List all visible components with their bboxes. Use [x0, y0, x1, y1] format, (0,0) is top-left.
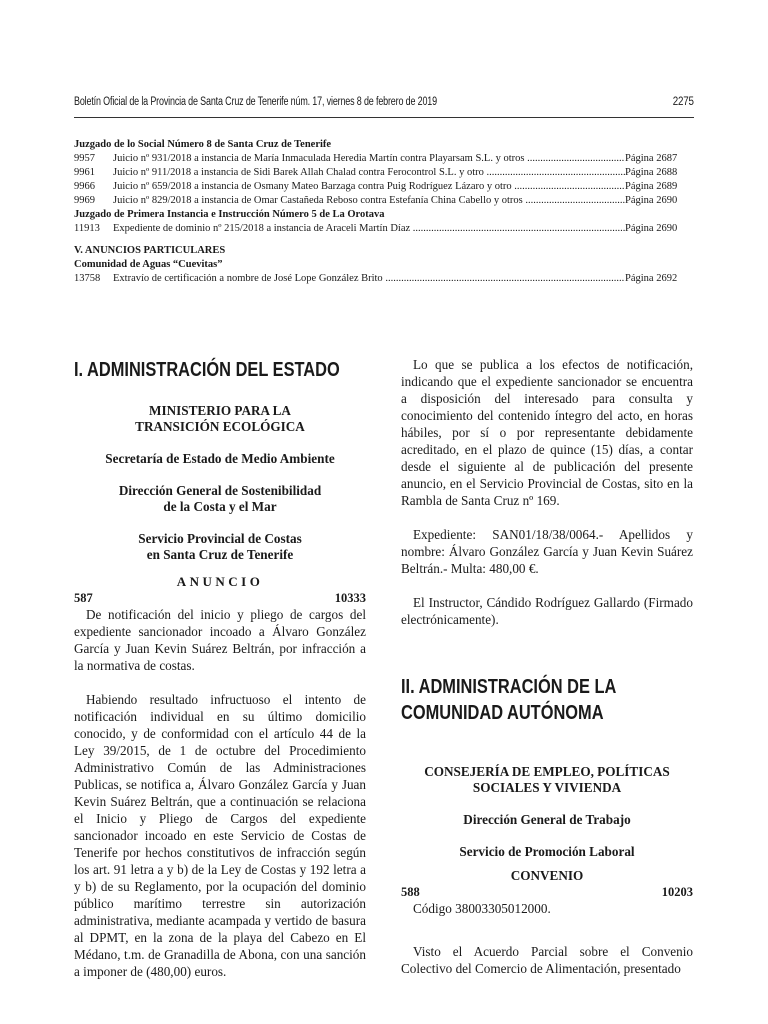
direccion-name: Dirección General de Trabajo: [463, 812, 631, 827]
announcement-number: 587: [74, 591, 93, 605]
consejeria-line: CONSEJERÍA DE EMPLEO, POLÍTICAS: [424, 764, 670, 779]
servicio-line: Servicio Provincial de Costas: [138, 531, 302, 546]
announcement-numbers: [74, 590, 366, 606]
convenio-label: CONVENIO: [510, 868, 584, 883]
registry-number: 10203: [661, 885, 693, 899]
body-paragraph: Lo que se publica a los efectos de notificación, indicando que el expediente sancionador se encuentra a disposición del interesado para consulta y conocimiento del contenido íntegro del acto, en horas hábiles, por sí o por representante debidamente acreditado, en el plazo de quince (15) días, a contar desde el siguiente al de publicación del presente anuncio, en el Servicio Provincial de Costas, sito en la Rambla de Santa Cruz nº 169.: [401, 357, 693, 508]
toc-row-page: Página 2689: [625, 181, 678, 192]
body-paragraph: El Instructor, Cándido Rodríguez Gallardo (Firmado electrónicamente).: [401, 595, 693, 627]
ministry-line: TRANSICIÓN ECOLÓGICA: [135, 419, 305, 434]
consejeria-line: SOCIALES Y VIVIENDA: [472, 780, 622, 795]
body-paragraph: Habiendo resultado infructuoso el intento de notificación individual en su último domicilio conocido, y de conformidad con el artículo 44 de la Ley 39/2015, de 1 de octubre del Procedimiento Administrativo Común de las Administraciones Publicas, se notifica a, Álvaro González García y Juan Kevin Suárez Beltrán, que a continuación se relaciona el Inicio y Pliego de Cargos del expediente sancionador incoado en este Servicio de Costas de Tenerife por hechos constitutivos de infracción según los art. 91 letra a y b) de la Ley de Costas y 192 letra a y b) de su Reglamento, por la ocupación del dominio público marítimo terrestre sin autorización administrativa, mediante acampada y vertido de basura al DPMT, en la zona de la playa del Cabezo en El Médano, t.m. de Granadilla de Abona, con una sanción a imponer de (480,00) euros.: [74, 692, 366, 979]
direccion-line: de la Costa y el Mar: [163, 499, 277, 514]
toc-row[interactable]: [74, 272, 694, 286]
header-rule: [74, 117, 694, 118]
toc-row-page: Página 2687: [625, 153, 678, 164]
section-heading: I. ADMINISTRACIÓN DEL ESTADO: [74, 359, 340, 381]
right-column-lower: [401, 674, 693, 977]
toc-row-number: 9957: [74, 153, 95, 164]
direccion-name: [74, 483, 366, 515]
page-number: 2275: [672, 96, 694, 108]
ministry-name: [74, 403, 366, 435]
anuncio-label: ANUNCIO: [176, 574, 264, 589]
body-paragraph: De notificación del inicio y pliego de cargos del expediente sancionador incoado a Álvaro González García y Juan Kevin Suárez Beltrán, por infracción a la normativa de costas.: [74, 607, 366, 673]
toc-row-text: Extravío de certificación a nombre de José Lope González Brito .....: [113, 272, 625, 286]
toc-row-text: Expediente de dominio nº 215/2018 a instancia de Araceli Martín Díaz .....: [113, 222, 625, 236]
body-paragraph: Visto el Acuerdo Parcial sobre el Convenio Colectivo del Comercio de Alimentación, presentado: [401, 944, 693, 976]
toc-subsection-title: Comunidad de Aguas “Cuevitas”: [74, 259, 223, 270]
secretaria-name: Secretaría de Estado de Medio Ambiente: [105, 451, 335, 466]
toc-row-page: Página 2688: [625, 167, 678, 178]
table-of-contents: [74, 138, 694, 286]
toc-row[interactable]: [74, 194, 694, 208]
code-line: Código 38003305012000.: [413, 901, 551, 916]
consejeria-name: [401, 764, 693, 796]
toc-row-number: 9969: [74, 195, 95, 206]
section-heading-line: II. ADMINISTRACIÓN DE LA: [401, 676, 617, 698]
toc-row-number: 11913: [74, 223, 100, 234]
toc-row-number: 9966: [74, 181, 95, 192]
ministry-line: MINISTERIO PARA LA: [149, 403, 291, 418]
section-heading-line: COMUNIDAD AUTÓNOMA: [401, 702, 604, 724]
toc-row-text: Juicio nº 659/2018 a instancia de Osmany Mateo Barzaga contra Puig Rodríguez Lázaro y otro .....: [113, 180, 625, 194]
body-paragraph: Expediente: SAN01/18/38/0064.- Apellidos y nombre: Álvaro González García y Juan Kevin Suárez Beltrán.- Multa: 480,00 €.: [401, 527, 693, 576]
servicio-name: Servicio de Promoción Laboral: [459, 844, 635, 859]
left-column: [74, 357, 366, 980]
toc-section-title: Juzgado de Primera Instancia e Instrucción Número 5 de La Orotava: [74, 209, 385, 220]
toc-section-title: V. ANUNCIOS PARTICULARES: [74, 245, 226, 256]
toc-row[interactable]: [74, 166, 694, 180]
direccion-line: Dirección General de Sostenibilidad: [118, 483, 322, 498]
toc-row[interactable]: [74, 180, 694, 194]
toc-row-number: 9961: [74, 167, 95, 178]
toc-row-text: Juicio nº 931/2018 a instancia de María Inmaculada Heredia Martín contra Playarsam S.L. y otros .....: [113, 152, 625, 166]
toc-section-title: Juzgado de lo Social Número 8 de Santa Cruz de Tenerife: [74, 139, 332, 150]
announcement-numbers: [401, 884, 693, 900]
toc-row-number: 13758: [74, 273, 101, 284]
servicio-line: en Santa Cruz de Tenerife: [146, 547, 294, 562]
servicio-name: [74, 531, 366, 563]
toc-row-text: Juicio nº 829/2018 a instancia de Omar Castañeda Reboso contra Estefanía China Cabello y otros .....: [113, 194, 625, 208]
page-header: [74, 96, 694, 116]
toc-row-text: Juicio nº 911/2018 a instancia de Sidi Barek Allah Chalad contra Ferocontrol S.L. y otro .....: [113, 166, 625, 180]
toc-row-page: Página 2690: [625, 223, 678, 234]
announcement-number: 588: [401, 885, 420, 899]
toc-row-page: Página 2692: [625, 273, 678, 284]
toc-row-page: Página 2690: [625, 195, 678, 206]
registry-number: 10333: [334, 591, 366, 605]
toc-row[interactable]: [74, 152, 694, 166]
toc-row[interactable]: [74, 222, 694, 236]
section-heading: [401, 674, 640, 726]
right-column: [401, 356, 693, 628]
bulletin-title: Boletín Oficial de la Provincia de Santa Cruz de Tenerife núm. 17, viernes 8 de febrero de 2019: [74, 96, 437, 108]
